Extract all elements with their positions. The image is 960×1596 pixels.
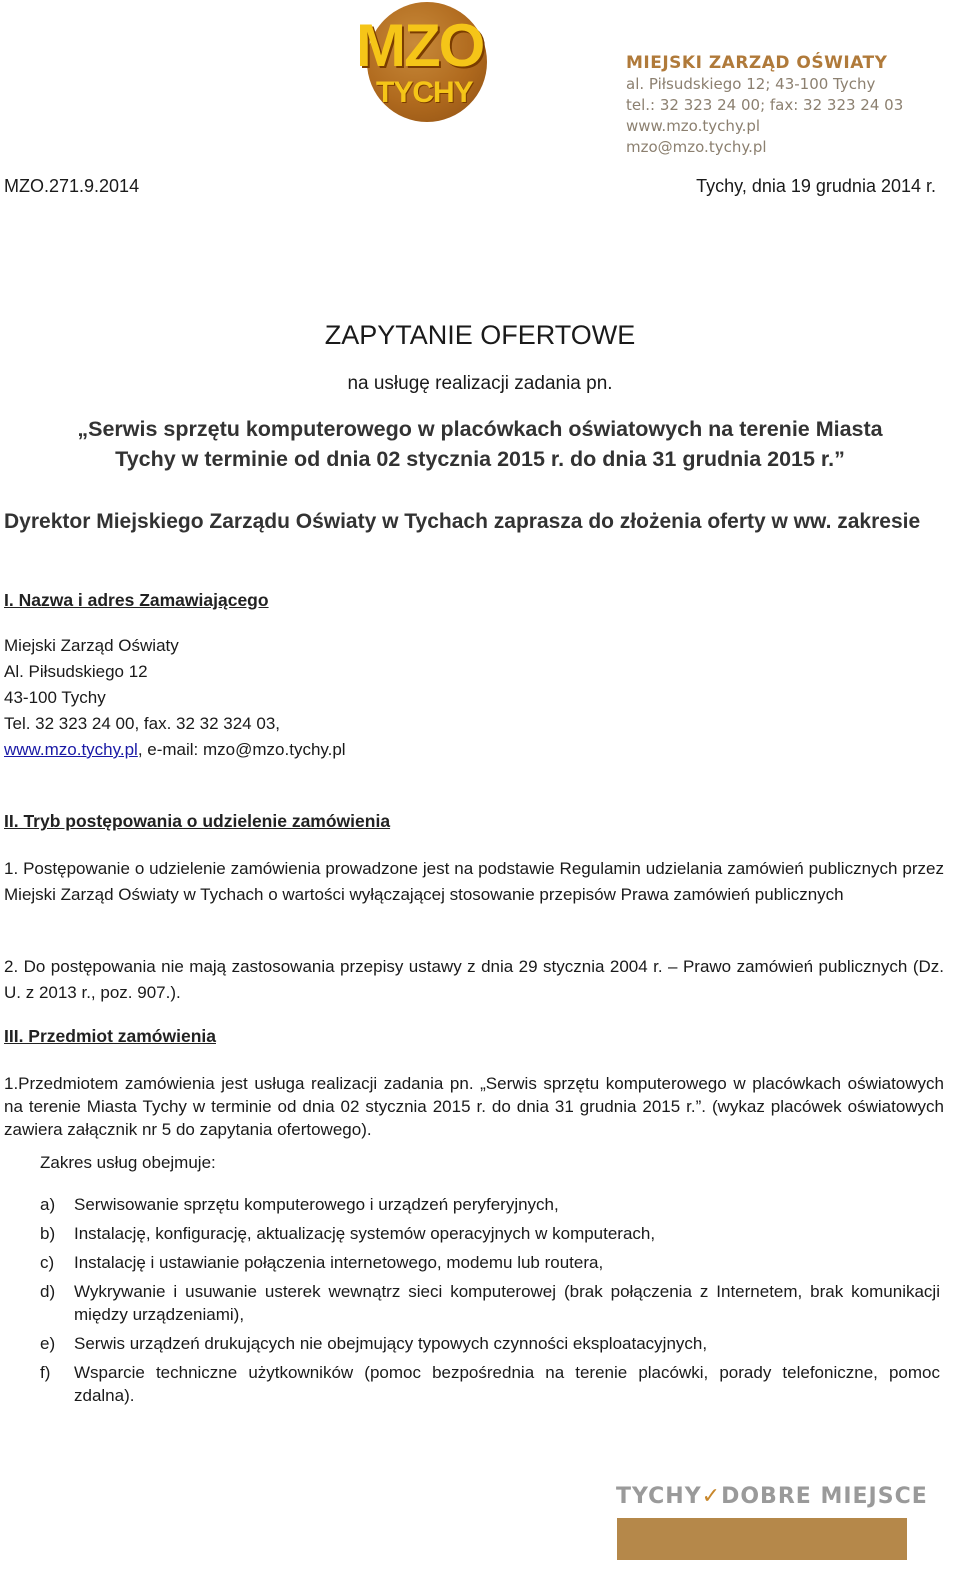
org-website: www.mzo.tychy.pl [626, 117, 761, 135]
list-item-letter: a) [40, 1195, 56, 1214]
document-subject [20, 414, 940, 474]
org-address: al. Piłsudskiego 12; 43-100 Tychy [626, 75, 876, 93]
list-item [40, 1361, 940, 1407]
services-list [40, 1193, 940, 1413]
list-item-letter: d) [40, 1282, 56, 1301]
list-item-text: Instalację i ustawianie połączenia internetowego, modemu lub routera, [74, 1253, 604, 1272]
list-item-text: Serwisowanie sprzętu komputerowego i urządzeń peryferyjnych, [74, 1195, 559, 1214]
intro-paragraph: Dyrektor Miejskiego Zarządu Oświaty w Tychach zaprasza do złożenia oferty w ww. zakresie [4, 510, 921, 533]
section-1-heading: I. Nazwa i adres Zamawiającego [4, 590, 269, 610]
list-item-text: Serwis urządzeń drukujących nie obejmujący typowych czynności eksploatacyjnych, [74, 1334, 708, 1353]
list-item [40, 1332, 940, 1355]
address-line-name: Miejski Zarząd Oświaty [4, 636, 179, 655]
org-contact-block [626, 52, 903, 158]
check-icon: ✓ [701, 1484, 722, 1509]
document-reference: MZO.271.9.2014 [4, 176, 140, 196]
list-item-text: Instalację, konfigurację, aktualizację systemów operacyjnych w komputerach, [74, 1224, 656, 1243]
subject-line-1: „Serwis sprzętu komputerowego w placówkach oświatowych na terenie Miasta [77, 417, 883, 441]
letterhead [0, 0, 960, 175]
contracting-authority-address [4, 633, 346, 763]
document-title: ZAPYTANIE OFERTOWE [324, 320, 636, 350]
subject-line-2: Tychy w terminie od dnia 02 stycznia 2015 r. do dnia 31 grudnia 2015 r.” [115, 447, 845, 471]
org-phone: tel.: 32 323 24 00; fax: 32 323 24 03 [626, 96, 904, 114]
address-line-city: 43-100 Tychy [4, 688, 106, 707]
list-item-letter: e) [40, 1334, 56, 1353]
org-email: mzo@mzo.tychy.pl [626, 138, 767, 156]
section-3-paragraph-1: 1.Przedmiotem zamówienia jest usługa realizacji zadania pn. „Serwis sprzętu komputerowego w placówkach oświatowych na terenie Miasta Tychy w terminie od dnia 02 stycznia 2015 r. do dnia 31 grudnia 2015 r.”. (wykaz placówek oświatowych zawiera załącznik nr 5 do zapytania ofertowego). [4, 1074, 944, 1139]
address-line-street: Al. Piłsudskiego 12 [4, 662, 148, 681]
section-2-paragraph-2: 2. Do postępowania nie mają zastosowania przepisy ustawy z dnia 29 stycznia 2004 r. – Prawo zamówień publicznych (Dz. U. z 2013 r., poz. 907.). [4, 957, 944, 1002]
org-name: MIEJSKI ZARZĄD OŚWIATY [626, 53, 888, 73]
list-item-text: Wsparcie techniczne użytkowników (pomoc bezpośrednia na terenie placówki, porady telefoniczne, pomoc zdalna). [74, 1363, 940, 1405]
footer-slogan [616, 1484, 928, 1509]
footer-slogan-right: DOBRE MIEJSCE [721, 1484, 928, 1509]
logo-tychy-text: TYCHY [376, 76, 473, 109]
footer-slogan-left: TYCHY [616, 1484, 702, 1509]
list-item-letter: b) [40, 1224, 56, 1243]
website-link[interactable]: www.mzo.tychy.pl [4, 740, 138, 759]
list-item-text: Wykrywanie i usuwanie usterek wewnątrz sieci komputerowej (brak połączenia z Internetem, brak komunikacji między urządzeniami), [74, 1282, 940, 1324]
list-item [40, 1222, 940, 1245]
list-item-letter: f) [40, 1363, 51, 1382]
section-3-heading: III. Przedmiot zamówienia [4, 1026, 216, 1046]
section-2-paragraph-1: 1. Postępowanie o udzielenie zamówienia prowadzone jest na podstawie Regulamin udzielania zamówień publicznych przez Miejski Zarząd Oświaty w Tychach o wartości wyłączającej stosowanie przepisów Prawa zamówień publicznych [4, 859, 944, 904]
list-item-letter: c) [40, 1253, 55, 1272]
logo-mzo-text: MZO [356, 12, 484, 79]
address-line-web [4, 737, 346, 763]
address-line-phone: Tel. 32 323 24 00, fax. 32 32 324 03, [4, 714, 280, 733]
footer-color-bar [617, 1518, 907, 1560]
list-item [40, 1251, 940, 1274]
email-text: , e-mail: mzo@mzo.tychy.pl [137, 740, 346, 759]
list-item [40, 1280, 940, 1326]
document-date: Tychy, dnia 19 grudnia 2014 r. [696, 176, 936, 196]
section-2-heading: II. Tryb postępowania o udzielenie zamówienia [4, 811, 391, 831]
services-heading: Zakres usług obejmuje: [40, 1153, 216, 1172]
list-item [40, 1193, 940, 1216]
document-subtitle: na usługę realizacji zadania pn. [347, 373, 613, 394]
